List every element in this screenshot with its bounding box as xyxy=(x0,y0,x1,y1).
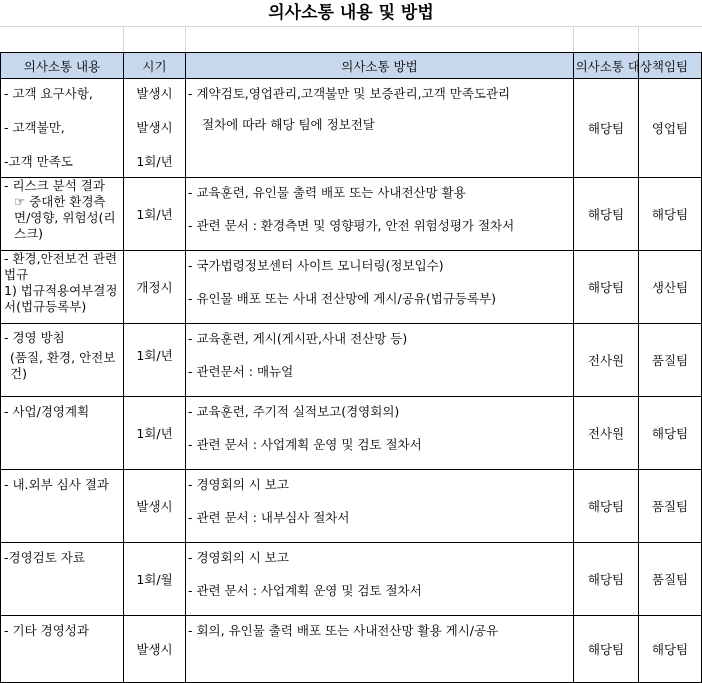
time-cell[interactable]: 1회/년 xyxy=(124,324,186,397)
target-cell[interactable]: 해당팀 xyxy=(574,616,639,683)
method-cell[interactable] xyxy=(186,178,574,251)
header-cell[interactable]: 책임팀 xyxy=(639,53,702,79)
table-row xyxy=(1,543,702,616)
communication-table xyxy=(0,52,702,683)
page-title: 의사소통 내용 및 방법 xyxy=(268,3,434,23)
content-line: (품질, 환경, 안전보건) xyxy=(10,350,116,381)
content-line: -경영검토 자료 xyxy=(4,550,85,565)
method-line: - 경영회의 시 보고 xyxy=(188,550,289,565)
content-cell[interactable] xyxy=(1,616,124,683)
method-line: - 관련 문서 : 내부심사 절차서 xyxy=(188,510,350,525)
method-line: - 교육훈련, 게시(게시판,사내 전산망 등) xyxy=(188,331,408,346)
content-cell[interactable] xyxy=(1,470,124,543)
method-line: - 경영회의 시 보고 xyxy=(188,477,289,492)
team-cell[interactable]: 영업팀 xyxy=(639,79,702,178)
header-cell[interactable]: 의사소통 방법 xyxy=(186,53,574,79)
method-line: 절차에 따라 해당 팀에 정보전달 xyxy=(202,117,375,132)
time-cell[interactable] xyxy=(124,79,186,178)
table-row xyxy=(1,470,702,543)
content-line: - 고객 요구사항, xyxy=(4,86,93,101)
team-cell[interactable]: 품질팀 xyxy=(639,543,702,616)
team-cell[interactable]: 해당팀 xyxy=(639,616,702,683)
table-row xyxy=(1,251,702,324)
method-cell[interactable] xyxy=(186,543,574,616)
header-cell-text: 의사소통 대상 xyxy=(575,58,652,74)
content-line: - 내.외부 심사 결과 xyxy=(4,477,109,492)
content-line: - 고객불만, xyxy=(4,120,65,135)
team-cell[interactable]: 품질팀 xyxy=(639,470,702,543)
content-cell[interactable] xyxy=(1,324,124,397)
header-cell[interactable]: 시기 xyxy=(124,53,186,79)
method-line: - 국가법령정보센터 사이트 모니터링(정보입수) xyxy=(188,258,444,273)
time-line: 발생시 xyxy=(136,86,173,101)
header-cell[interactable]: 의사소통 내용 xyxy=(1,53,124,79)
time-line: 발생시 xyxy=(136,120,173,135)
time-line: 1회/년 xyxy=(136,154,173,169)
target-cell[interactable]: 전사원 xyxy=(574,397,639,470)
content-line: - 경영 방침 xyxy=(4,330,65,345)
method-cell[interactable] xyxy=(186,470,574,543)
grid-line xyxy=(123,26,124,52)
method-line: - 관련문서 : 매뉴얼 xyxy=(188,364,294,379)
target-cell[interactable]: 해당팀 xyxy=(574,178,639,251)
time-cell[interactable]: 개정시 xyxy=(124,251,186,324)
time-cell[interactable]: 1회/년 xyxy=(124,397,186,470)
team-cell[interactable]: 해당팀 xyxy=(639,397,702,470)
method-cell[interactable] xyxy=(186,324,574,397)
content-cell[interactable] xyxy=(1,543,124,616)
content-line: - 리스크 분석 결과 xyxy=(4,178,105,193)
content-line: -고객 만족도 xyxy=(4,154,73,169)
team-cell[interactable]: 품질팀 xyxy=(639,324,702,397)
grid-line xyxy=(185,26,186,52)
time-cell[interactable]: 발생시 xyxy=(124,470,186,543)
table-row xyxy=(1,397,702,470)
header-row xyxy=(1,53,702,79)
method-line: - 관련 문서 : 사업계획 운영 및 검토 절차서 xyxy=(188,583,422,598)
table-row xyxy=(1,324,702,397)
table-row xyxy=(1,616,702,683)
target-cell[interactable]: 해당팀 xyxy=(574,79,639,178)
content-cell[interactable] xyxy=(1,178,124,251)
method-line: - 유인물 배포 또는 사내 전산망에 게시/공유(법규등록부) xyxy=(188,291,496,306)
content-line: - 기타 경영성과 xyxy=(4,623,89,638)
grid-line xyxy=(573,26,574,52)
content-line: - 사업/경영계획 xyxy=(4,404,90,419)
grid-line xyxy=(638,26,639,52)
header-cell[interactable] xyxy=(574,53,652,79)
method-line: - 계약검토,영업관리,고객불만 및 보증관리,고객 만족도관리 xyxy=(188,86,511,101)
method-line: - 교육훈련, 주기적 실적보고(경영회의) xyxy=(188,404,400,419)
time-cell[interactable]: 1회/년 xyxy=(124,178,186,251)
method-line: - 관련 문서 : 사업계획 운영 및 검토 절차서 xyxy=(188,437,422,452)
method-cell[interactable] xyxy=(186,251,574,324)
target-cell[interactable]: 해당팀 xyxy=(574,470,639,543)
method-line: - 교육훈련, 유인물 출력 배포 또는 사내전산망 활용 xyxy=(188,185,466,200)
target-cell[interactable]: 전사원 xyxy=(574,324,639,397)
content-line: 1) 법규적용여부결정서(법규등록부) xyxy=(4,283,118,314)
table-row xyxy=(1,178,702,251)
time-cell[interactable]: 발생시 xyxy=(124,616,186,683)
method-cell[interactable] xyxy=(186,397,574,470)
content-cell[interactable] xyxy=(1,397,124,470)
table-row xyxy=(1,79,702,178)
content-cell[interactable] xyxy=(1,79,124,178)
target-cell[interactable]: 해당팀 xyxy=(574,543,639,616)
team-cell[interactable]: 생산팀 xyxy=(639,251,702,324)
time-cell[interactable]: 1회/월 xyxy=(124,543,186,616)
content-line: - 환경,안전보건 관련 법규 xyxy=(4,251,118,282)
content-line: ☞ 중대한 환경측면/영향, 위험성(리스크) xyxy=(14,194,116,241)
method-cell[interactable] xyxy=(186,616,574,683)
method-cell[interactable] xyxy=(186,79,574,178)
team-cell[interactable]: 해당팀 xyxy=(639,178,702,251)
method-line: - 관련 문서 : 환경측면 및 영향평가, 안전 위험성평가 절차서 xyxy=(188,218,515,233)
grid-line xyxy=(0,26,702,27)
target-cell[interactable]: 해당팀 xyxy=(574,251,639,324)
method-line: - 회의, 유인물 출력 배포 또는 사내전산망 활용 게시/공유 xyxy=(188,623,499,638)
content-cell[interactable] xyxy=(1,251,124,324)
